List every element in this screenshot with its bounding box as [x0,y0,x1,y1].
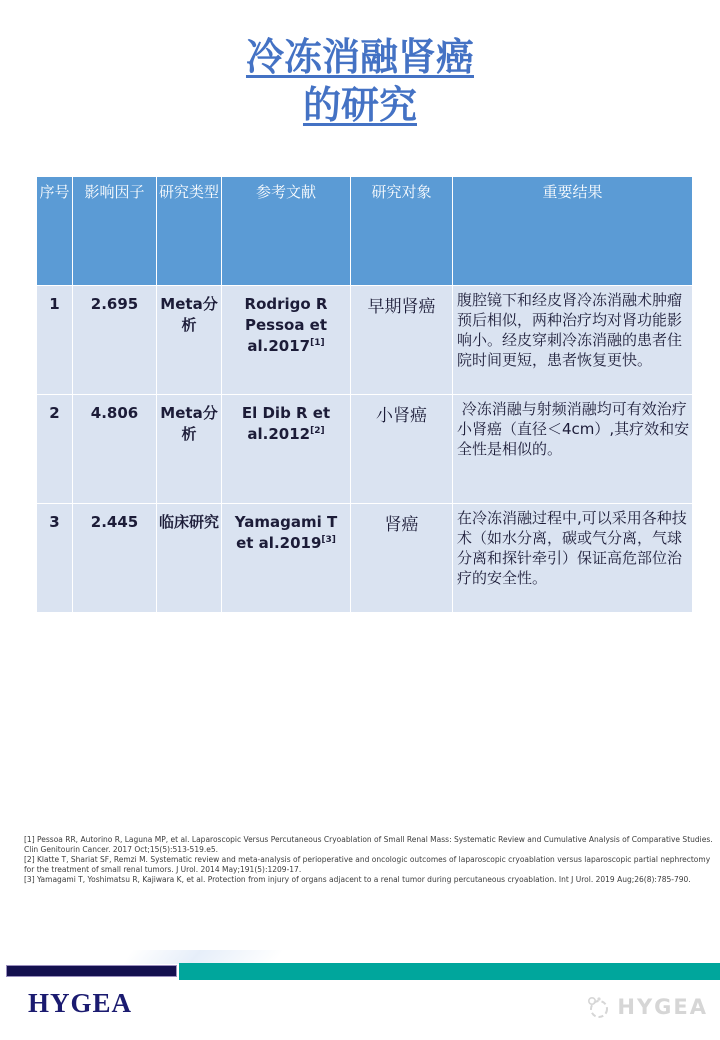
cell-no: 2 [37,395,73,504]
footer-navy-bar [6,965,177,977]
cell-subject: 小肾癌 [351,395,453,504]
reference-text: Yamagami T et al.2019 [234,513,338,552]
hygea-watermark-icon [586,995,610,1019]
cell-subject: 肾癌 [351,504,453,613]
cell-study-type: Meta分析 [157,286,222,395]
footnotes [24,835,714,884]
cell-impact-factor: 4.806 [73,395,157,504]
cell-impact-factor: 2.695 [73,286,157,395]
footnote-2: [2] Klatte T, Shariat SF, Remzi M. Systematic review and meta-analysis of perioperative and oncologic outcomes of laparoscopic cryoablation versus laparoscopic partial nephrectomy for the treatment of small renal tumors. J Urol. 2014 May;191(5):1209-17. [24,854,711,874]
header-cell-impact-factor: 影响因子 [73,177,157,286]
table-row [37,286,693,395]
cell-key-result: 腹腔镜下和经皮肾冷冻消融术肿瘤预后相似，两种治疗均对肾功能影响小。经皮穿刺冷冻消融的患者住院时间更短，患者恢复更快。 [453,286,693,395]
hygea-logo: HYGEA [28,988,133,1018]
header-cell-no: 序号 [37,177,73,286]
footer-highlight-streak [124,950,283,964]
footnote-1: [1] Pessoa RR, Autorino R, Laguna MP, et al. Laparoscopic Versus Percutaneous Cryoablation of Small Renal Mass: Systematic Review and Cumulative Analysis of Comparative Studies. Clin Genitourin Cancer. 2017 Oct;15(5):513-519.e5. [24,835,713,854]
table-row [37,504,693,613]
hygea-watermark-text: HYGEA [617,995,708,1019]
reference-superscript: [2] [310,426,325,436]
footnote-3: [3] Yamagami T, Yoshimatsu R, Kajiwara K, et al. Protection from injury of organs adjacent to a renal tumor during percutaneous cryoablation. Int J Urol. 2019 Aug;26(8):785-790. [24,874,691,884]
header-cell-study-type: 研究类型 [157,177,222,286]
cell-reference [222,286,351,395]
header-cell-key-result: 重要结果 [453,177,693,286]
cell-reference [222,395,351,504]
reference-text: El Dib R et al.2012 [241,404,331,443]
cell-subject: 早期肾癌 [351,286,453,395]
header-cell-subject: 研究对象 [351,177,453,286]
cell-no: 1 [37,286,73,395]
cell-key-result: 冷冻消融与射频消融均可有效治疗小肾癌（直径＜4cm）,其疗效和安全性是相似的。 [453,395,693,504]
reference-superscript: [1] [310,338,325,348]
cell-no: 3 [37,504,73,613]
cell-study-type: 临床研究 [157,504,222,613]
cell-key-result: 在冷冻消融过程中,可以采用各种技术（如水分离，碳或气分离，气球分离和探针牵引）保证高危部位治疗的安全性。 [453,504,693,613]
study-table [36,176,693,613]
hygea-watermark [586,995,708,1019]
footer-teal-bar [179,963,720,980]
page-title [0,34,720,130]
header-row [37,177,693,286]
table-row [37,395,693,504]
reference-superscript: [3] [321,535,336,545]
cell-impact-factor: 2.445 [73,504,157,613]
page-title-line1: 冷冻消融肾癌 [245,35,474,79]
reference-text: Rodrigo R Pessoa et al.2017 [244,295,328,355]
header-cell-reference: 参考文献 [222,177,351,286]
study-table-header [37,177,693,286]
page-title-line2: 的研究 [302,82,417,127]
cell-reference [222,504,351,613]
cell-study-type: Meta分析 [157,395,222,504]
